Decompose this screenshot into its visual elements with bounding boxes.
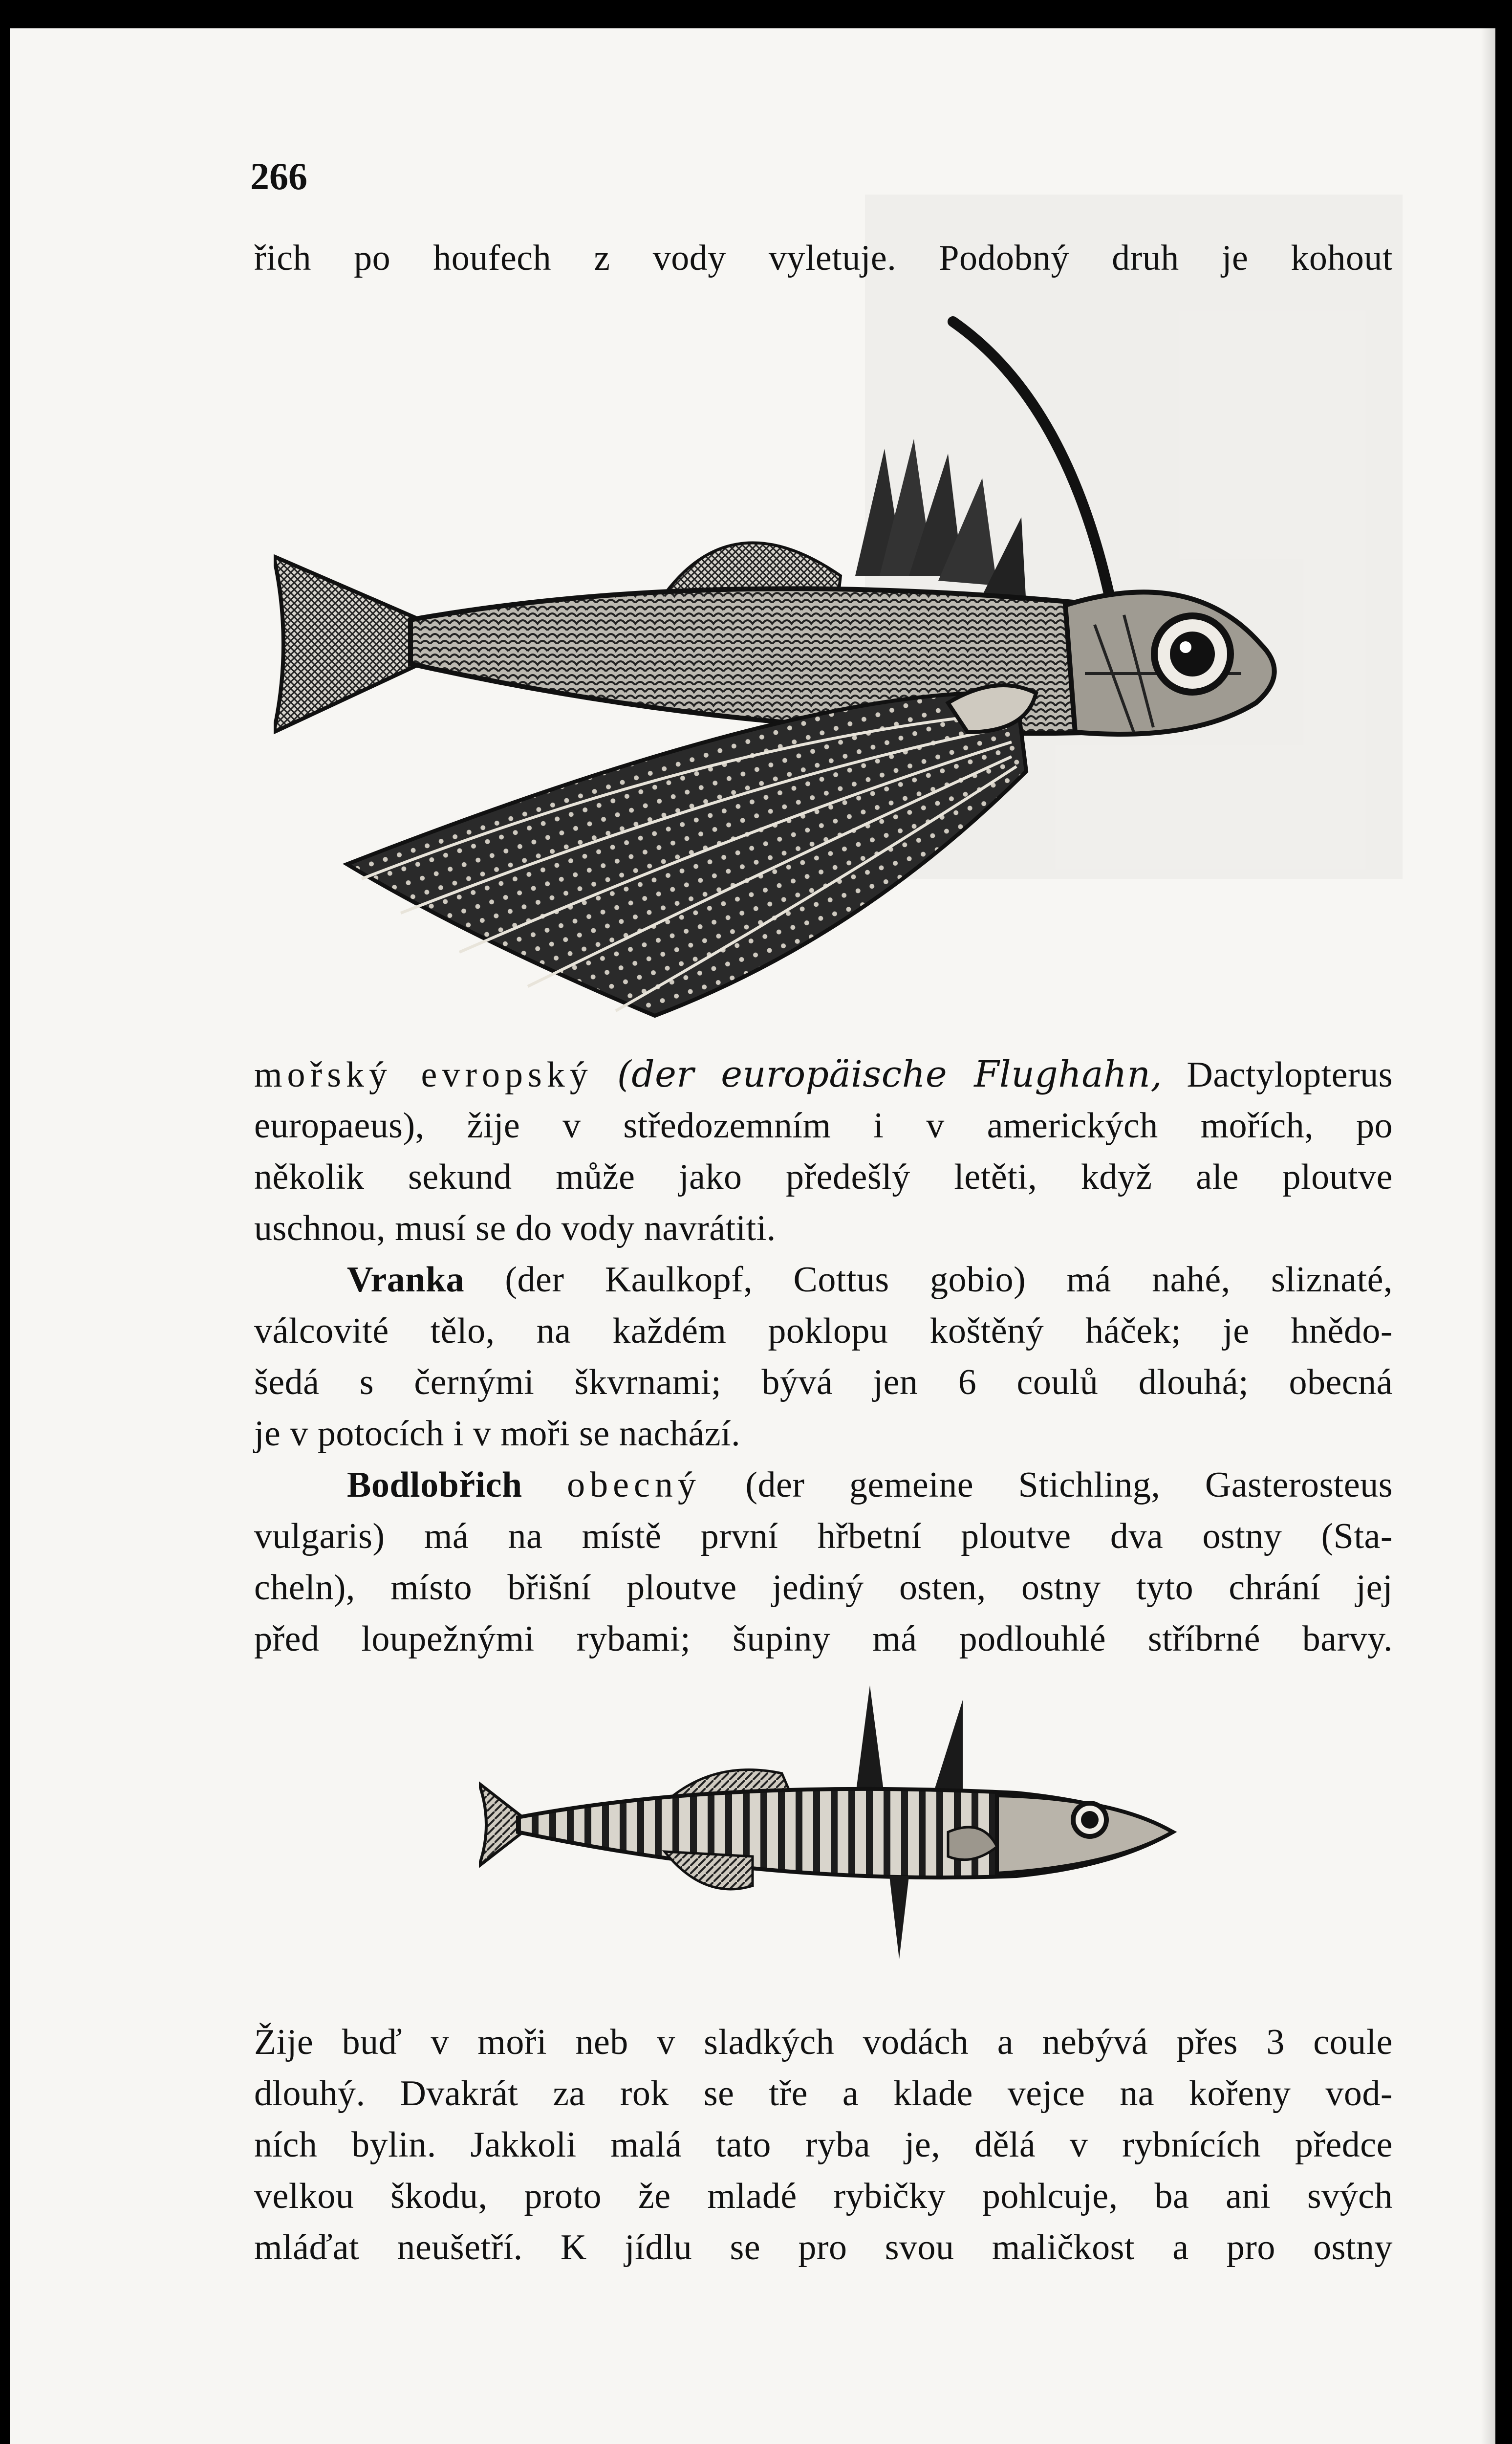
species-name: mořský evropský bbox=[254, 1055, 593, 1095]
text-line: válcovité tělo, na každém poklopu koštěný háček; je hnědo- bbox=[254, 1311, 1393, 1351]
text-line bbox=[254, 234, 1393, 283]
species-heading: Vranka bbox=[347, 1260, 465, 1300]
text-line: vulgaris) má na místě první hřbetní ploutve dva ostny (Sta- bbox=[254, 1516, 1393, 1556]
text-line: dlouhý. Dvakrát za rok se tře a klade vejce na kořeny vod- bbox=[254, 2073, 1393, 2114]
species-heading: Bodlobřich bbox=[347, 1465, 522, 1505]
text-line: uschnou, musí se do vody navrátiti. bbox=[254, 1208, 776, 1248]
text-line bbox=[254, 1050, 1393, 1099]
text-line: Vranka (der Kaulkopf, Cottus gobio) má nahé, sliznaté, bbox=[347, 1260, 1393, 1300]
text-line: cheln), místo břišní ploutve jediný osten, ostny tyto chrání jej bbox=[254, 1568, 1393, 1608]
text-line: několik sekund může jako předešlý letěti, když ale ploutve bbox=[254, 1157, 1393, 1197]
flying-gurnard-engraving bbox=[274, 302, 1368, 1035]
page-number: 266 bbox=[250, 155, 307, 197]
latin-name: Dactylopterus bbox=[1187, 1055, 1393, 1095]
flying-gurnard-figure bbox=[274, 302, 1368, 1035]
text-line: šedá s černými škvrnami; bývá jen 6 coulů dlouhá; obecná bbox=[254, 1362, 1393, 1402]
text-line: velkou škodu, proto že mladé rybičky pohlcuje, ba ani svých bbox=[254, 2176, 1393, 2216]
page-edge-shadow bbox=[1481, 28, 1495, 2444]
stickleback-figure bbox=[479, 1671, 1183, 1974]
text-line: Bodlobřich obecný (der gemeine Stichling, Gasterosteus bbox=[347, 1465, 1393, 1505]
text-line: europaeus), žije v středozemním i v amerických mořích, po bbox=[254, 1106, 1393, 1146]
text-line: Žije buď v moři neb v sladkých vodách a nebývá přes 3 coule bbox=[254, 2022, 1393, 2062]
text-line: před loupežnými rybami; šupiny má podlouhlé stříbrné barvy. bbox=[254, 1619, 1393, 1659]
text-line: je v potocích i v moři se nachází. bbox=[254, 1414, 741, 1454]
german-name: (der europäische Flughahn, bbox=[617, 1053, 1163, 1095]
species-adjective: obecný bbox=[567, 1465, 701, 1505]
stickleback-engraving bbox=[479, 1671, 1183, 1974]
book-page bbox=[10, 28, 1495, 2444]
text-line-content: řich po houfech z vody vyletuje. Podobný druh je kohout bbox=[254, 238, 1393, 278]
text-line: ních bylin. Jakkoli malá tato ryba je, dělá v rybnících předce bbox=[254, 2125, 1393, 2165]
text-line: mláďat neušetří. K jídlu se pro svou maličkost a pro ostny bbox=[254, 2227, 1393, 2268]
